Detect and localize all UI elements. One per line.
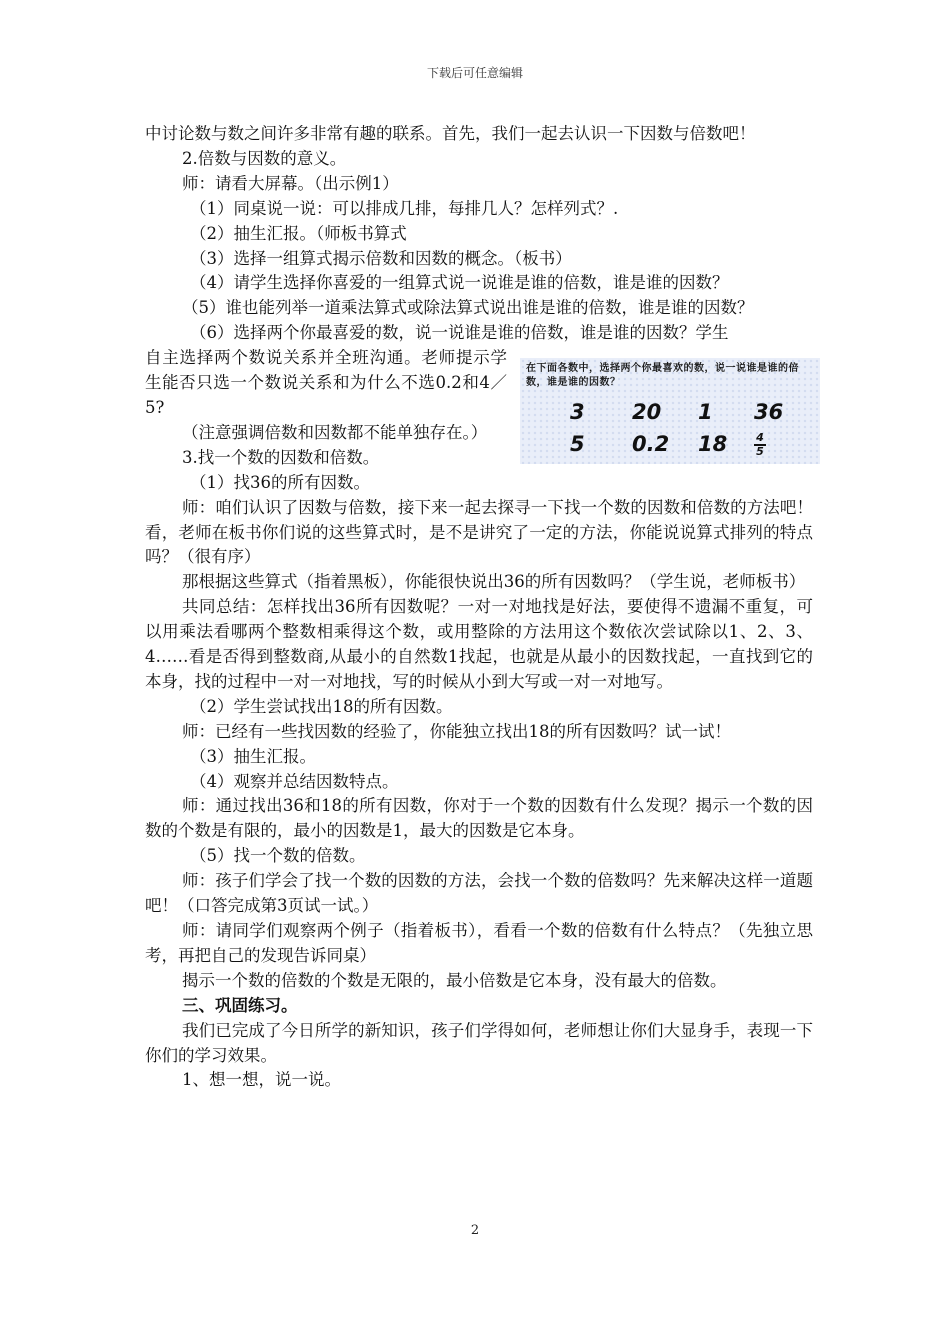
paragraph: （5）谁也能列举一道乘法算式或除法算式说出谁是谁的倍数，谁是谁的因数？: [182, 298, 754, 318]
paragraph: 师：咱们认识了因数与倍数，接下来一起去探寻一下找一个数的因数和倍数的方法吧！看，老师在板书你们说的这些算式时，是不是讲究了一定的方法，你能说说算式排列的特点吗？（很有序）: [145, 497, 813, 567]
paragraph: （4）观察并总结因数特点。: [190, 771, 399, 791]
page-header: 下载后可任意编辑: [426, 66, 523, 80]
paragraph: 1、想一想，说一说。: [182, 1070, 341, 1090]
paragraph: （1）找36的所有因数。: [190, 472, 370, 492]
paragraph: （2）学生尝试找出18的所有因数。: [190, 696, 453, 716]
figure-number: 36: [754, 400, 784, 425]
paragraph: 师：通过找出36和18的所有因数，你对于一个数的因数有什么发现？揭示一个数的因数的个数是有限的，最小的因数是1，最大的因数是它本身。: [145, 796, 813, 841]
figure-number: 1: [698, 400, 713, 425]
paragraphs-bottom: [145, 446, 813, 1094]
paragraph: 揭示一个数的倍数的个数是无限的，最小倍数是它本身，没有最大的倍数。: [182, 970, 727, 990]
paragraph: 我们已完成了今日所学的新知识，孩子们学得如何，老师想让你们大显身手，表现一下你们的学习效果。: [145, 1020, 813, 1065]
paragraph: （注意强调倍数和因数都不能单独存在。）: [182, 422, 488, 442]
paragraph: 2.倍数与因数的意义。: [182, 148, 347, 168]
paragraph: 师：孩子们学会了找一个数的因数的方法，会找一个数的倍数吗？先来解决这样一道题吧！（口答完成第3页试一试。）: [145, 871, 813, 916]
paragraphs-top: [145, 122, 813, 346]
figure-number: 0.2: [632, 432, 670, 457]
paragraph: （6）选择两个你最喜爱的数，说一说谁是谁的倍数，谁是谁的因数？学生: [190, 323, 729, 343]
paragraph: （5）找一个数的倍数。: [190, 846, 366, 866]
paragraph: 3.找一个数的因数和倍数。: [182, 447, 380, 467]
fraction-denominator: 5: [756, 445, 764, 459]
figure-number: 20: [632, 400, 662, 425]
paragraph: 自主选择两个数说关系并全班沟通。老师提示学生能否只选一个数说关系和为什么不选0.2和4／5?: [145, 348, 507, 417]
figure-number: 18: [698, 432, 728, 457]
paragraph: 师：请同学们观察两个例子（指着板书），看看一个数的倍数有什么特点？（先独立思考，再把自己的发现告诉同桌）: [145, 921, 813, 965]
paragraph: 那根据这些算式（指着黑板），你能很快说出36的所有因数吗？（学生说，老师板书）: [182, 572, 806, 592]
document-body: [145, 122, 813, 1093]
figure-fraction: [754, 429, 814, 459]
numbers-figure: [520, 358, 820, 464]
page-number: 2: [470, 1223, 480, 1238]
paragraph: （2）抽生汇报。（师板书算式: [190, 223, 407, 243]
paragraph: （3）选择一组算式揭示倍数和因数的概念。（板书）: [190, 248, 572, 268]
figure-numbers: [526, 397, 814, 459]
paragraph: （1）同桌说一说：可以排成几排，每排几人？怎样列式？.: [190, 198, 619, 218]
paragraph: 三、巩固练习。: [182, 995, 298, 1015]
paragraph: 师：已经有一些找因数的经验了，你能独立找出18的所有因数吗？试一试！: [182, 721, 731, 741]
paragraph: 共同总结：怎样找出36所有因数呢？一对一对地找是好法，要使得不遗漏不重复，可以用乘法看哪两个整数相乘得这个数，或用整除的方法用这个数依次尝试除以1、2、3、4……看是否得到整数商,从最小的自然数1找起，也就是从最小的因数找起，一直找到它的本身，找的过程中一对一对地找，写的时候从小到大写或一对一对地写。: [145, 597, 813, 691]
figure-caption: 在下面各数中，选择两个你最喜欢的数，说一说谁是谁的倍数，谁是谁的因数？: [526, 363, 799, 389]
fraction-numerator: 4: [756, 431, 764, 445]
figure-side-text: [145, 346, 507, 446]
figure-number: 5: [570, 432, 585, 457]
paragraph: （4）请学生选择你喜爱的一组算式说一说谁是谁的倍数，谁是谁的因数？: [190, 273, 729, 293]
paragraph: 中讨论数与数之间许多非常有趣的联系。首先，我们一起去认识一下因数与倍数吧！: [145, 124, 756, 143]
paragraph: （3）抽生汇报。: [190, 746, 316, 766]
paragraph: 师：请看大屏幕。（出示例1）: [182, 173, 399, 193]
figure-number: 3: [570, 400, 585, 425]
